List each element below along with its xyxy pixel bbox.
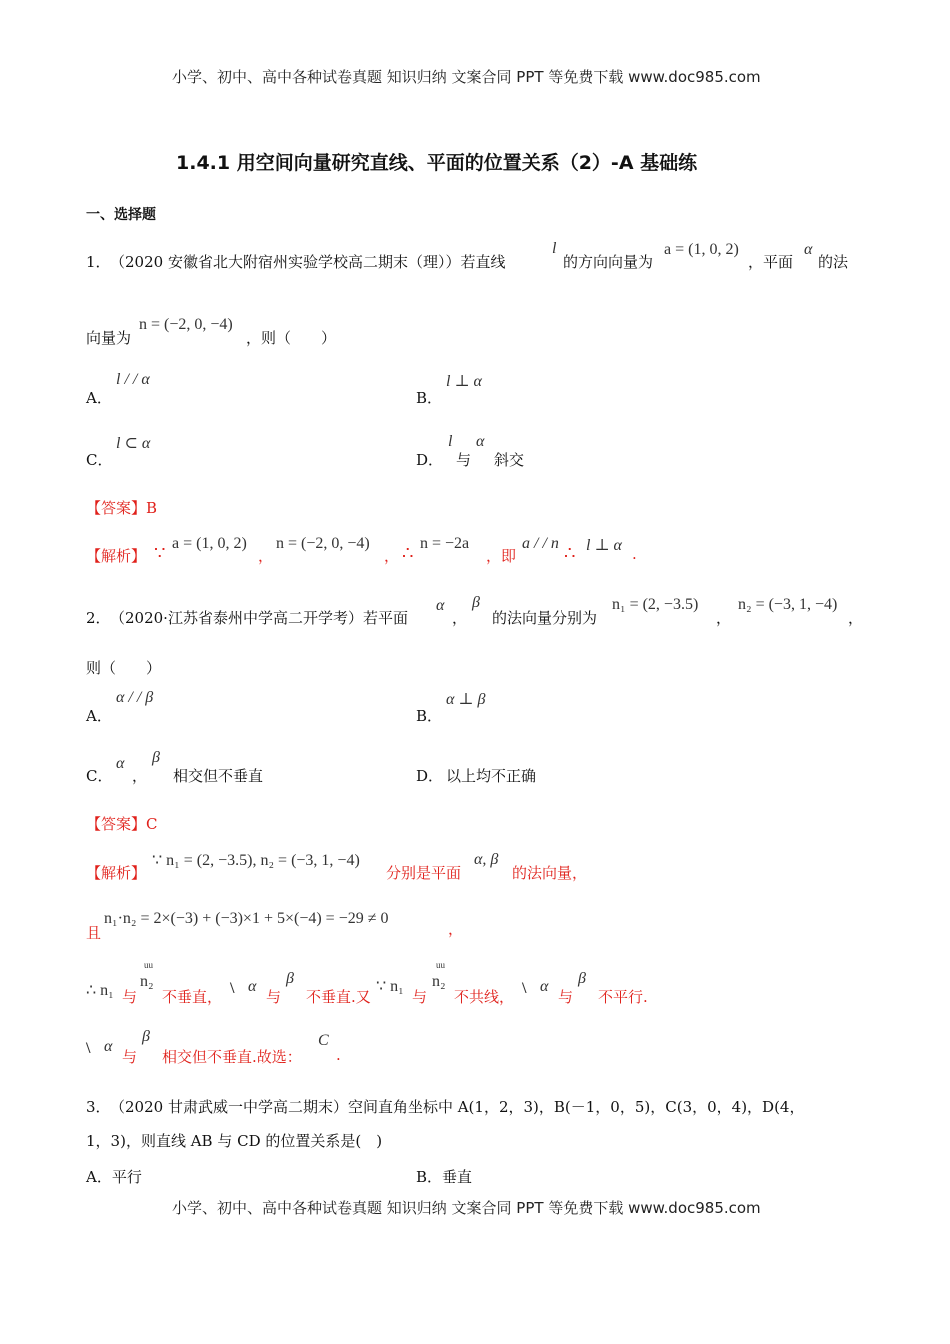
analysis-alpha: α [540,978,549,995]
q2-beta: β [472,594,480,611]
analysis-choice: C [318,1032,329,1049]
option-expression: l ⊂ α [116,435,151,452]
option-label: A． [86,389,112,407]
option-l-symbol: l [448,433,453,450]
option-alpha: α [476,433,485,450]
section-heading: 一、选择题 [86,207,156,223]
q2-source: （2020·江苏省泰州中学高二开学考）若平面 [110,609,408,627]
analysis-text: 不平行. [598,988,648,1006]
analysis-label: 【解析】 [86,547,147,565]
option-label: A． [86,707,112,725]
q1-source: （2020 安徽省北大附宿州实验学校高二期末（理））若直线 [110,253,506,271]
option-label: D． [416,767,444,785]
analysis-text: ，即 [486,547,517,565]
q1-text-1: 的方向向量为 [563,253,654,271]
therefore-symbol: ∴ [402,543,414,564]
q1-text-3: 的法 [818,253,849,271]
analysis-text: 的法向量， [512,864,588,882]
footer-banner: 小学、初中、高中各种试卷真题 知识归纳 文案合同 PPT 等免费下载 www.doc985.com [172,1199,761,1217]
analysis-beta: β [142,1028,150,1045]
analysis-text: 与 [122,1048,138,1066]
option-label: C． [86,451,113,469]
analysis-text: . [336,1046,341,1064]
q1-alpha: α [804,241,813,258]
option-text: ， [132,767,148,785]
option-label: B． [416,389,443,407]
analysis-expression: n₂ [140,973,154,990]
analysis-symbol: \ [522,980,527,997]
q3-number: 3． [86,1098,111,1116]
q1-answer: 【答案】B [86,499,158,517]
q2-text-1: 的法向量分别为 [492,609,598,627]
header-banner: 小学、初中、高中各种试卷真题 知识归纳 文案合同 PPT 等免费下载 www.doc985.com [172,68,761,86]
analysis-expression: ∵ n₁ = (2, −3.5), n₂ = (−3, 1, −4) [152,852,360,869]
analysis-expression: a / / n [522,535,559,552]
q2-sep: ， [716,609,732,627]
analysis-alpha: α [104,1038,113,1055]
analysis-text: 与 [266,988,282,1006]
option-text: 与 [456,451,472,469]
option-beta: β [152,749,160,766]
q2-n1: n₁ = (2, −3.5) [612,596,699,613]
q2-answer: 【答案】C [86,815,158,833]
option-alpha: α [116,755,125,772]
analysis-text: 与 [558,988,574,1006]
option-label: D． [416,451,444,469]
analysis-expression: α, β [474,851,499,868]
option-expression: l ⊥ α [446,373,482,390]
q2-alpha: α [436,597,445,614]
analysis-expression: n₂ [432,973,446,990]
option-label: B． [416,707,443,725]
analysis-expression: a = (1, 0, 2) [172,535,247,552]
option-expression: l / / α [116,371,150,388]
vector-arrow-mark: uu [144,960,153,970]
q3-option-a: A．平行 [86,1168,142,1186]
q2-number: 2． [86,609,111,627]
q1-vector-n: n = (−2, 0, −4) [139,316,233,333]
analysis-text: 不垂直， [162,988,223,1006]
page-title: 1.4.1 用空间向量研究直线、平面的位置关系（2）-A 基础练 [176,152,698,174]
because-symbol: ∵ [154,543,166,564]
analysis-text: . [632,545,637,563]
q1-text-2: ，平面 [748,253,794,271]
analysis-text: 与 [412,988,428,1006]
q1-text-5: ，则（ ） [246,329,337,347]
analysis-symbol: \ [86,1040,91,1057]
analysis-expression: n = (−2, 0, −4) [276,535,370,552]
analysis-text: 不共线， [454,988,515,1006]
analysis-label: 【解析】 [86,864,147,882]
analysis-text: 相交但不垂直.故选： [162,1048,302,1066]
option-text: 相交但不垂直 [173,767,264,785]
option-label: C． [86,767,113,785]
option-expression: α / / β [116,689,154,706]
q2-n2: n₂ = (−3, 1, −4) [738,596,838,613]
q1-number: 1． [86,253,111,271]
analysis-text: ， [384,547,400,565]
analysis-expression: n = −2a [420,535,470,552]
analysis-beta: β [578,970,586,987]
analysis-beta: β [286,970,294,987]
option-expression: α ⊥ β [446,691,486,708]
analysis-text: 与 [122,988,138,1006]
q2-comma: ， [452,609,468,627]
option-text: 以上均不正确 [446,767,537,785]
analysis-expression: n₁·n₂ = 2×(−3) + (−3)×1 + 5×(−4) = −29 ≠ 0 [104,910,389,927]
analysis-text: 不垂直.又 [306,988,371,1006]
analysis-text: 分别是平面 [386,864,462,882]
q1-l-symbol: l [552,240,557,257]
vector-arrow-mark: uu [436,960,445,970]
q1-text-4: 向量为 [86,329,132,347]
analysis-expression: l ⊥ α [586,537,622,554]
analysis-text: ， [258,547,274,565]
analysis-alpha: α [248,978,257,995]
analysis-expression: ∵ n₁ [376,978,404,995]
analysis-text: ， [448,920,464,938]
option-text: 斜交 [494,451,525,469]
analysis-text: 且 [86,924,102,942]
q3-option-b: B．垂直 [416,1168,473,1186]
q2-text-2: ， [848,609,864,627]
analysis-symbol: \ [230,980,235,997]
q1-vector-a: a = (1, 0, 2) [664,241,739,258]
q3-line-2: 1，3)，则直线 AB 与 CD 的位置关系是( ) [86,1132,383,1150]
q3-line-1: （2020 甘肃武威一中学高二期末）空间直角坐标中 A(1，2，3)，B(－1，0，5)，C(3，0，4)，D(4， [110,1098,805,1116]
therefore-symbol: ∴ [564,543,576,564]
q2-line-2: 则（ ） [86,659,162,677]
analysis-expression: ∴ n₁ [86,982,114,999]
